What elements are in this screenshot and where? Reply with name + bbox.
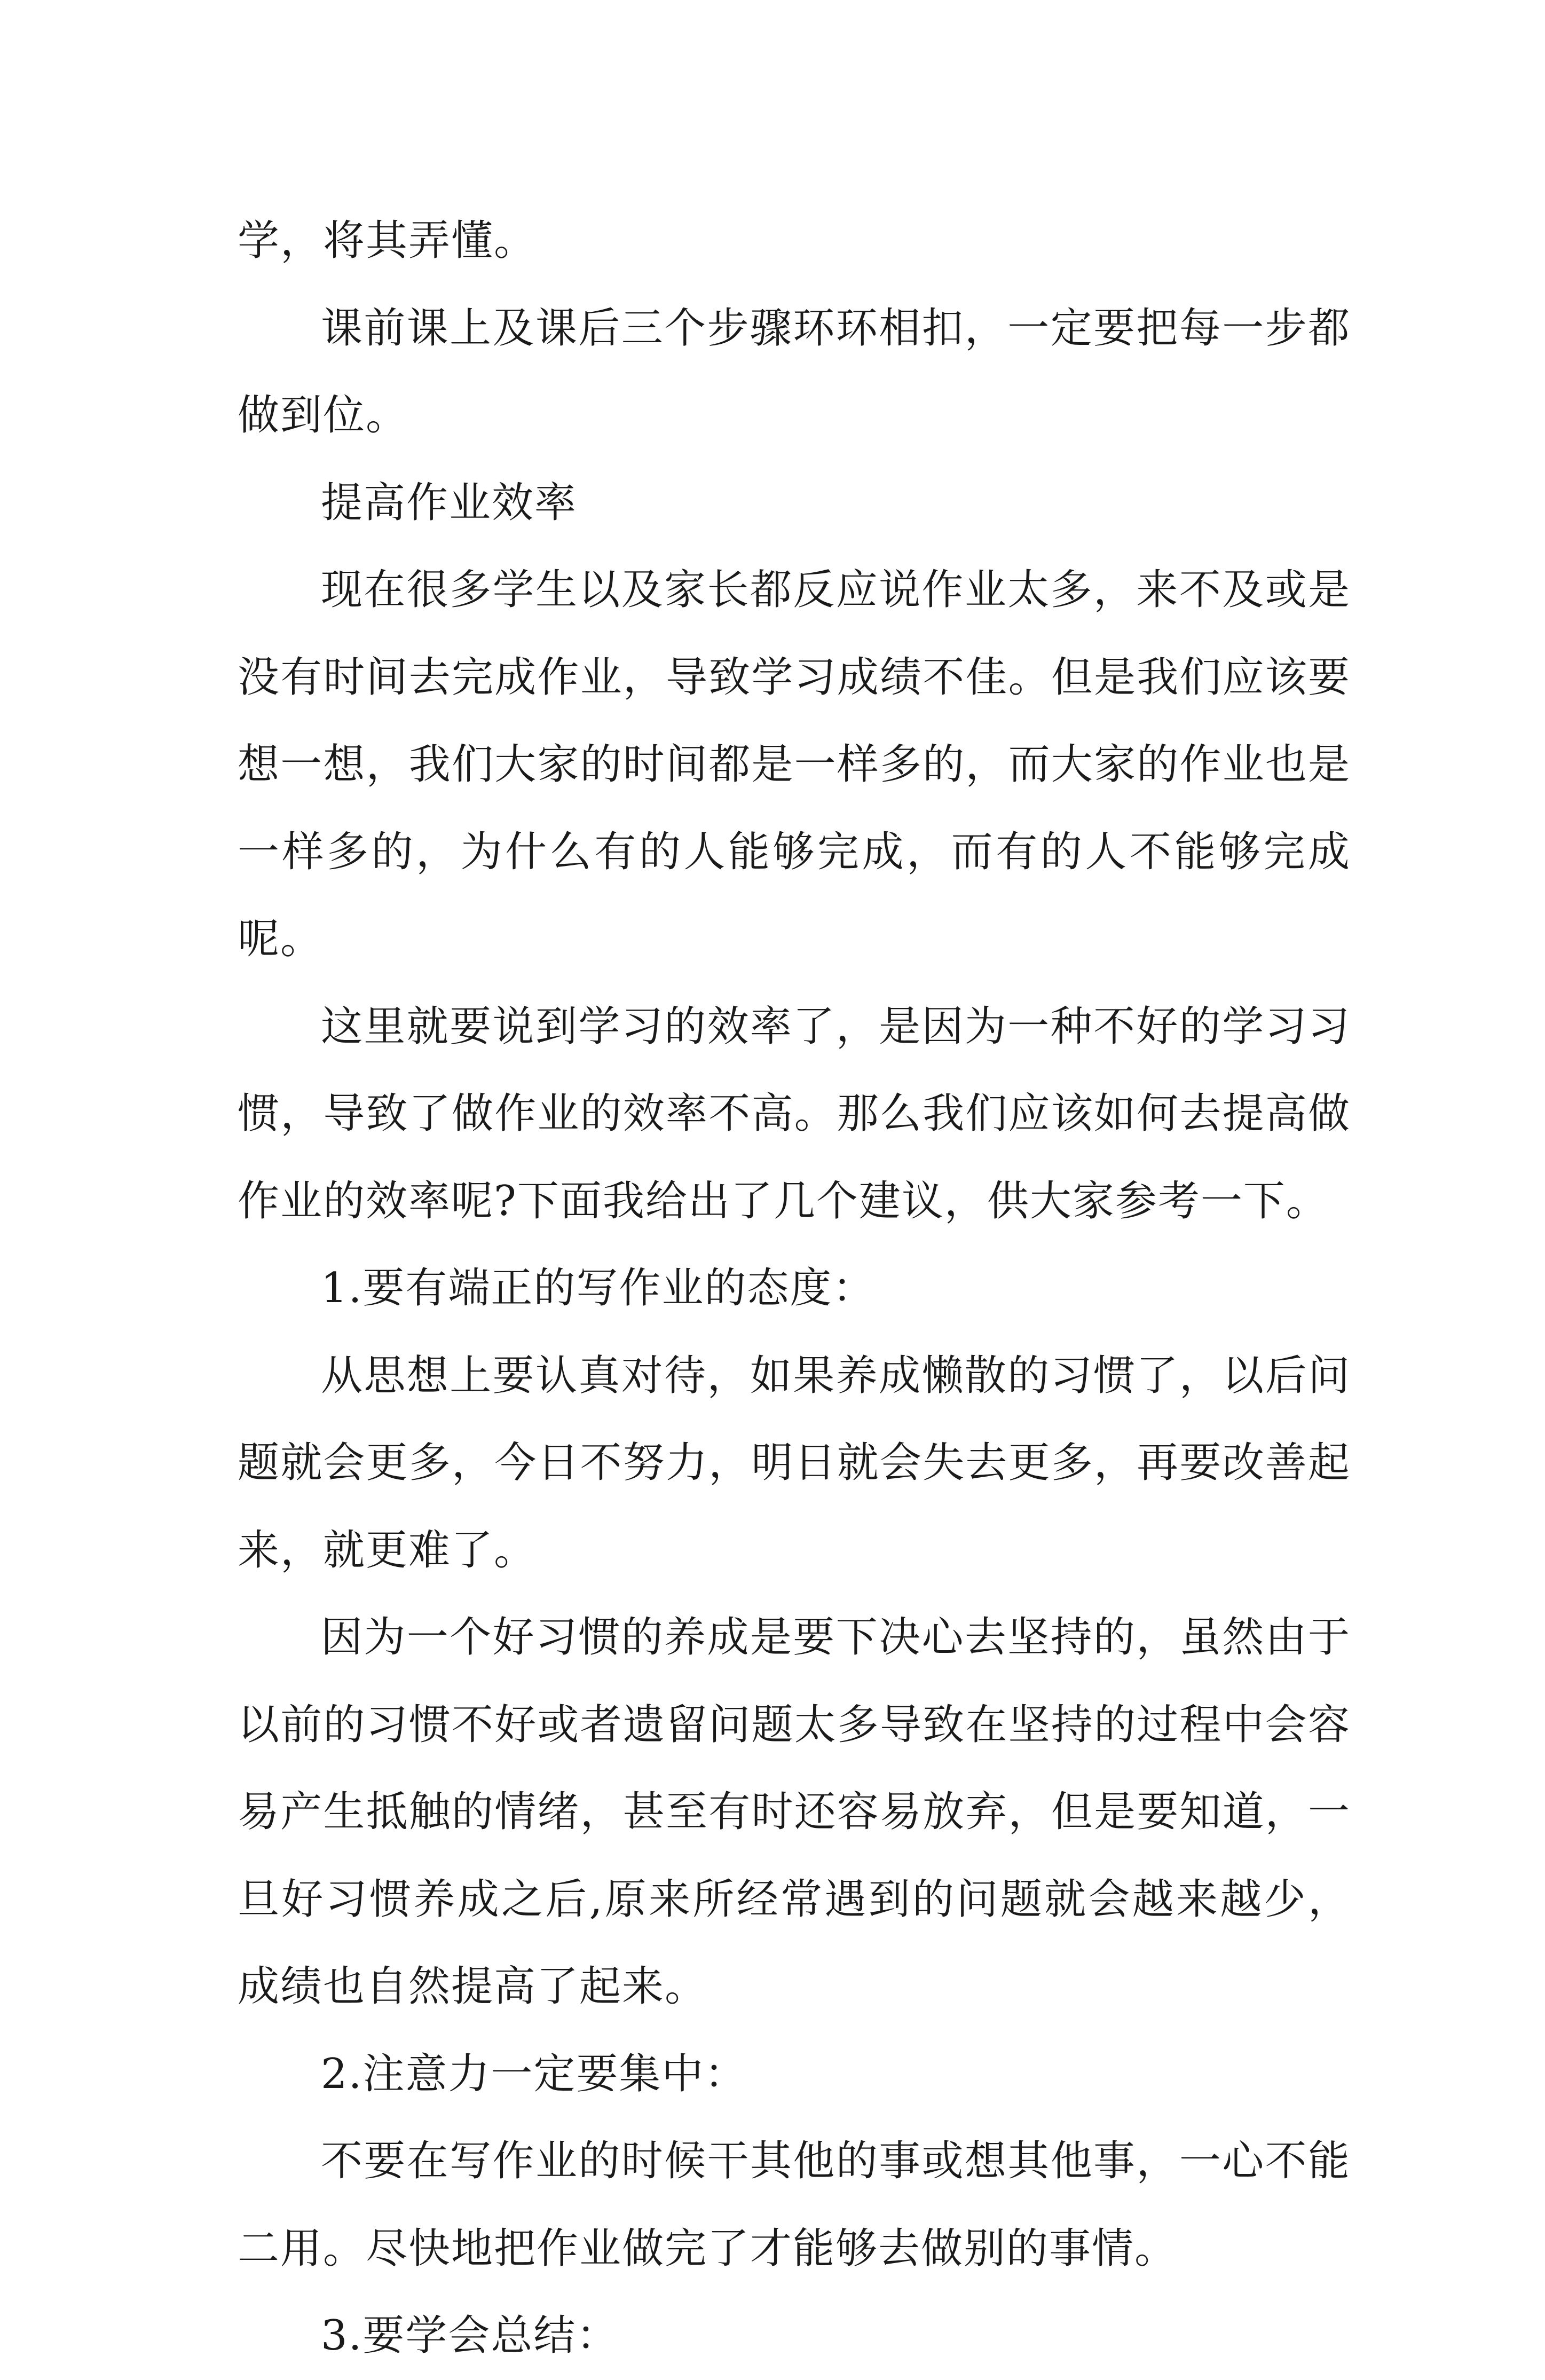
list-item-heading: 3.要学会总结： bbox=[321, 2312, 619, 2360]
section-heading: 提高作业效率 bbox=[321, 478, 578, 527]
paragraph: 课前课上及课后三个步骤环环相扣，一定要把每一步都做到位。 bbox=[238, 304, 1351, 439]
paragraph: 因为一个好习惯的养成是要下决心去坚持的，虽然由于以前的习惯不好或者遗留问题太多导致在坚持的过程中会容易产生抵触的情绪，甚至有时还容易放弃，但是要知道，一旦好习惯养成之后,原来所经常遇到的问题就会越来越少，成绩也自然提高了起来。 bbox=[238, 1613, 1351, 2011]
list-item-heading: 2.注意力一定要集中： bbox=[321, 2050, 747, 2098]
paragraph: 不要在写作业的时候干其他的事或想其他事，一心不能二用。尽快地把作业做完了才能够去做别的事情。 bbox=[238, 2137, 1351, 2273]
list-item-heading: 1.要有端正的写作业的态度： bbox=[321, 1264, 876, 1312]
document-body bbox=[238, 198, 1351, 2380]
paragraph: 这里就要说到学习的效率了，是因为一种不好的学习习惯，导致了做作业的效率不高。那么我们应该如何去提高做作业的效率呢?下面我给出了几个建议，供大家参考一下。 bbox=[238, 1002, 1351, 1225]
paragraph: 从思想上要认真对待，如果养成懒散的习惯了，以后问题就会更多，今日不努力，明日就会失去更多，再要改善起来，就更难了。 bbox=[238, 1351, 1351, 1574]
paragraph: 学，将其弄懂。 bbox=[238, 217, 537, 265]
paragraph: 现在很多学生以及家长都反应说作业太多，来不及或是没有时间去完成作业，导致学习成绩不佳。但是我们应该要想一想，我们大家的时间都是一样多的，而大家的作业也是一样多的，为什么有的人能够完成，而有的人不能够完成呢。 bbox=[238, 566, 1351, 963]
